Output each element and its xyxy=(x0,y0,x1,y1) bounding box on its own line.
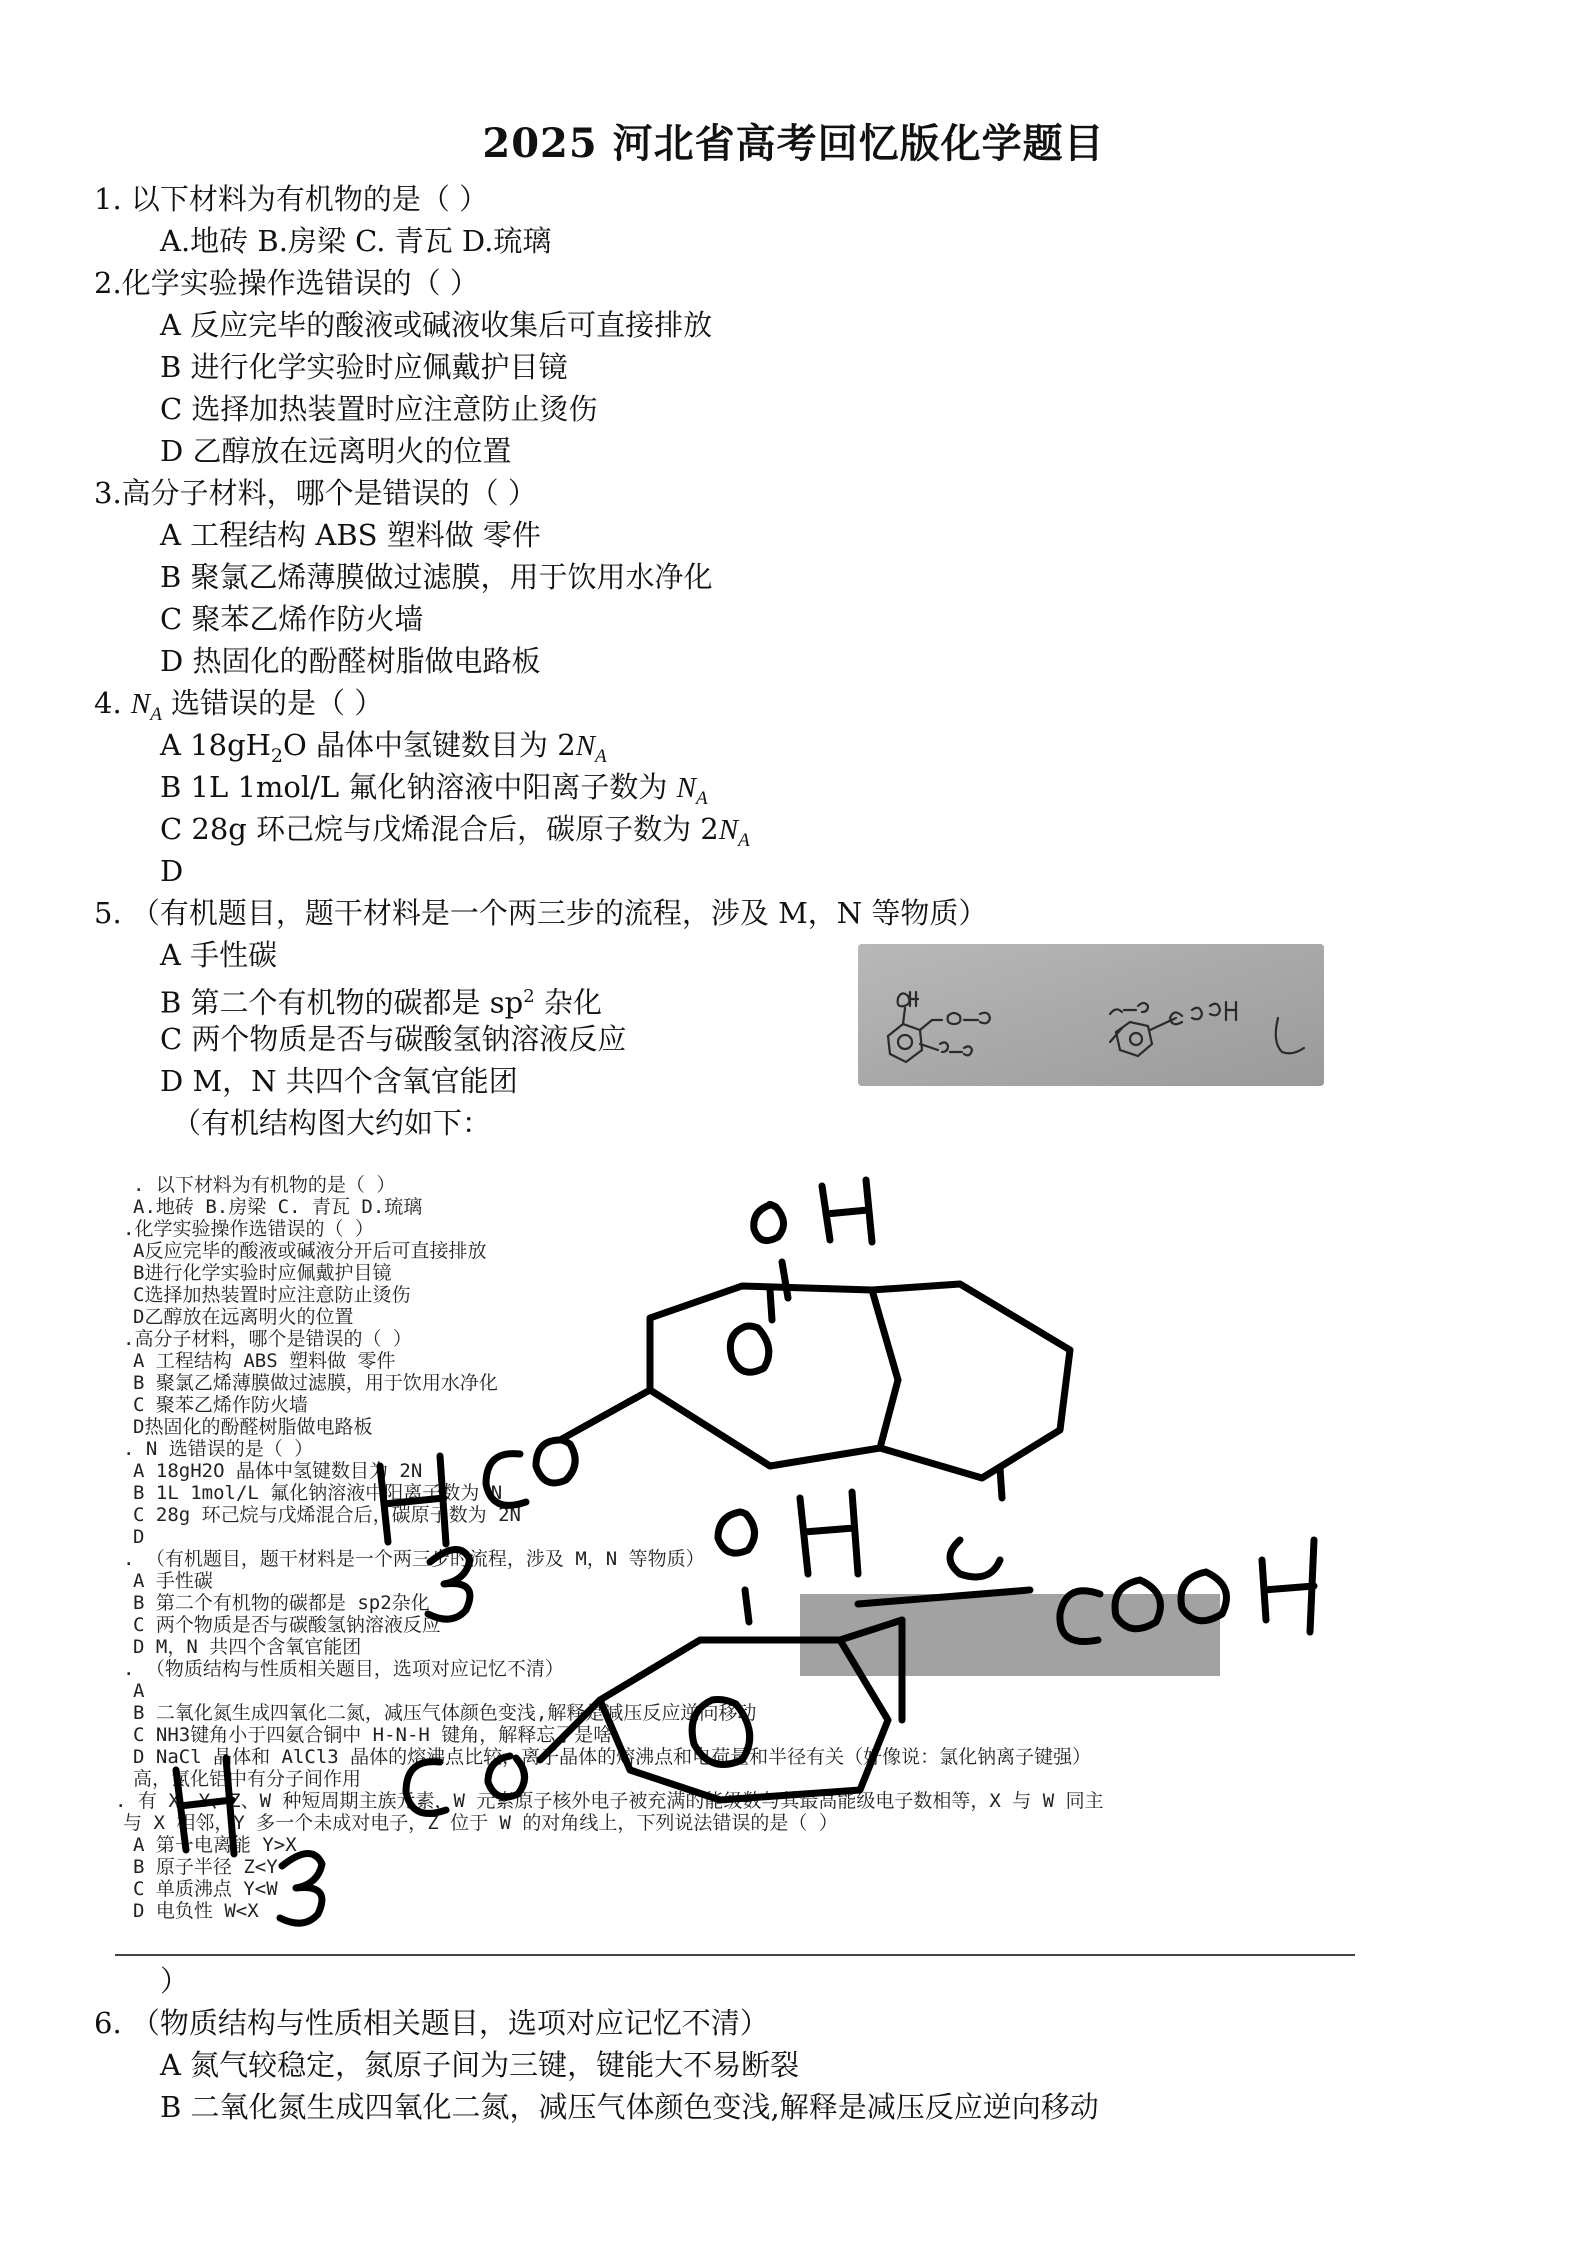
question-4-stem-text: 选错误的是（ ） xyxy=(161,686,384,720)
question-6-option-b: B 二氧化氮生成四氧化二氮，减压气体颜色变浅,解释是减压反应逆向移动 xyxy=(160,2090,1099,2124)
scan-line: D NaCl 晶体和 AlCl3 晶体的熔沸点比较，离子晶体的熔沸点和电荷量和半径有关（好像说：氯化钠离子键强） xyxy=(133,1746,1092,1768)
question-5-option-d: D M，N 共四个含氧官能团 xyxy=(160,1064,518,1098)
scan-line: A反应完毕的酸液或碱液分开后可直接排放 xyxy=(133,1240,487,1262)
question-2-stem: 2.化学实验操作选错误的（ ） xyxy=(94,266,479,300)
question-4-option-d: D xyxy=(160,854,184,888)
question-1-stem: 1. 以下材料为有机物的是（ ） xyxy=(94,182,489,216)
scan-line: D xyxy=(133,1526,145,1548)
question-2-option-c: C 选择加热装置时应注意防止烫伤 xyxy=(160,392,598,426)
structure-photo xyxy=(858,944,1324,1086)
scan-line: .高分子材料，哪个是错误的（ ） xyxy=(123,1328,412,1350)
scan-line: D乙醇放在远离明火的位置 xyxy=(133,1306,354,1328)
question-2-option-a: A 反应完毕的酸液或碱液收集后可直接排放 xyxy=(160,308,713,342)
scan-line: C NH3键角小于四氨合铜中 H-N-H 键角，解释忘了是啥 xyxy=(133,1724,613,1746)
question-4-option-a: A $18gH_2O$ 晶体中氢键数目为 $2N_A$ xyxy=(160,728,607,767)
scan-structure-photo xyxy=(800,1594,1220,1676)
scan-line: B进行化学实验时应佩戴护目镜 xyxy=(133,1262,392,1284)
scan-line: A 手性碳 xyxy=(133,1570,213,1592)
question-5-structure-note: （有机结构图大约如下： xyxy=(172,1106,492,1140)
scan-line: D 电负性 W<X xyxy=(133,1900,259,1922)
scan-line: B 聚氯乙烯薄膜做过滤膜，用于饮用水净化 xyxy=(133,1372,498,1394)
scan-line: . （有机题目，题干材料是一个两三步的流程，涉及 M，N 等物质） xyxy=(123,1548,705,1570)
scan-line: . N 选错误的是（ ） xyxy=(123,1438,314,1460)
scan-line: A 第一电离能 Y>X xyxy=(133,1834,297,1856)
question-4-number: 4. xyxy=(94,686,131,720)
scan-line: 高，氯化铝中有分子间作用 xyxy=(133,1768,362,1790)
scan-line: . （物质结构与性质相关题目，选项对应记忆不清） xyxy=(123,1658,564,1680)
question-5-option-a: A 手性碳 xyxy=(160,938,278,972)
scan-line: C 聚苯乙烯作防火墙 xyxy=(133,1394,308,1416)
question-1-options: A.地砖 B.房梁 C. 青瓦 D.琉璃 xyxy=(160,224,552,258)
question-6-option-a: A 氮气较稳定，氮原子间为三键，键能大不易断裂 xyxy=(160,2048,800,2082)
scan-line: A 18gH2O 晶体中氢键数目为 2N xyxy=(133,1460,423,1482)
scan-line: C 单质沸点 Y<W xyxy=(133,1878,278,1900)
question-4-option-b: B 1L 1mol/L 氟化钠溶液中阳离子数为 $N_A$ xyxy=(160,770,708,809)
scan-divider xyxy=(115,1954,1355,1956)
scan-line: B 1L 1mol/L 氟化钠溶液中阳离子数为 N xyxy=(133,1482,503,1504)
question-3-option-a: A 工程结构 ABS 塑料做 零件 xyxy=(160,518,541,552)
scan-line: D M，N 共四个含氧官能团 xyxy=(133,1636,362,1658)
scan-line: B 第二个有机物的碳都是 sp2杂化 xyxy=(133,1592,430,1614)
scan-line: D热固化的酚醛树脂做电路板 xyxy=(133,1416,373,1438)
structure-sketch-icon xyxy=(858,944,1324,1086)
question-5-stem: 5. （有机题目，题干材料是一个两三步的流程，涉及 M，N 等物质） xyxy=(94,896,988,930)
scan-line: . 以下材料为有机物的是（ ） xyxy=(133,1174,396,1196)
scan-line: B 二氧化氮生成四氧化二氮，减压气体颜色变浅,解释是减压反应逆向移动 xyxy=(133,1702,757,1724)
question-5-close-paren: ） xyxy=(160,1964,190,1998)
question-5-option-c: C 两个物质是否与碳酸氢钠溶液反应 xyxy=(160,1022,627,1056)
scan-line: A 工程结构 ABS 塑料做 零件 xyxy=(133,1350,396,1372)
embedded-scan xyxy=(115,1168,1355,1968)
question-6-stem: 6. （物质结构与性质相关题目，选项对应记忆不清） xyxy=(94,2006,769,2040)
question-3-stem: 3.高分子材料，哪个是错误的（ ） xyxy=(94,476,537,510)
question-3-option-b: B 聚氯乙烯薄膜做过滤膜，用于饮用水净化 xyxy=(160,560,713,594)
question-3-option-c: C 聚苯乙烯作防火墙 xyxy=(160,602,424,636)
page-title: 2025 河北省高考回忆版化学题目 xyxy=(482,120,1105,167)
scan-line: C 28g 环己烷与戊烯混合后，碳原子数为 2N xyxy=(133,1504,521,1526)
scan-line: A.地砖 B.房梁 C. 青瓦 D.琉璃 xyxy=(133,1196,423,1218)
question-3-option-d: D 热固化的酚醛树脂做电路板 xyxy=(160,644,541,678)
avogadro-symbol: $N_A$ xyxy=(130,688,162,725)
scan-line: A xyxy=(133,1680,145,1702)
scan-line: . 有 X、Y、Z、W 种短周期主族元素，W 元素原子核外电子被充满的能级数与其最高能级电子数相等，X 与 W 同主 xyxy=(115,1790,1104,1812)
question-5-option-b: B 第二个有机物的碳都是 $sp^2$ 杂化 xyxy=(160,985,602,1020)
scan-line: .化学实验操作选错误的（ ） xyxy=(123,1218,374,1240)
scan-line: B 原子半径 Z<Y xyxy=(133,1856,278,1878)
scan-line: C选择加热装置时应注意防止烫伤 xyxy=(133,1284,411,1306)
scan-line: C 两个物质是否与碳酸氢钠溶液反应 xyxy=(133,1614,441,1636)
question-2-option-d: D 乙醇放在远离明火的位置 xyxy=(160,434,512,468)
scan-line: 与 X 相邻，Y 多一个未成对电子，Z 位于 W 的对角线上，下列说法错误的是（ ） xyxy=(123,1812,838,1834)
question-4-option-c: C 28g 环己烷与戊烯混合后，碳原子数为 $2N_A$ xyxy=(160,812,750,851)
question-2-option-b: B 进行化学实验时应佩戴护目镜 xyxy=(160,350,568,384)
